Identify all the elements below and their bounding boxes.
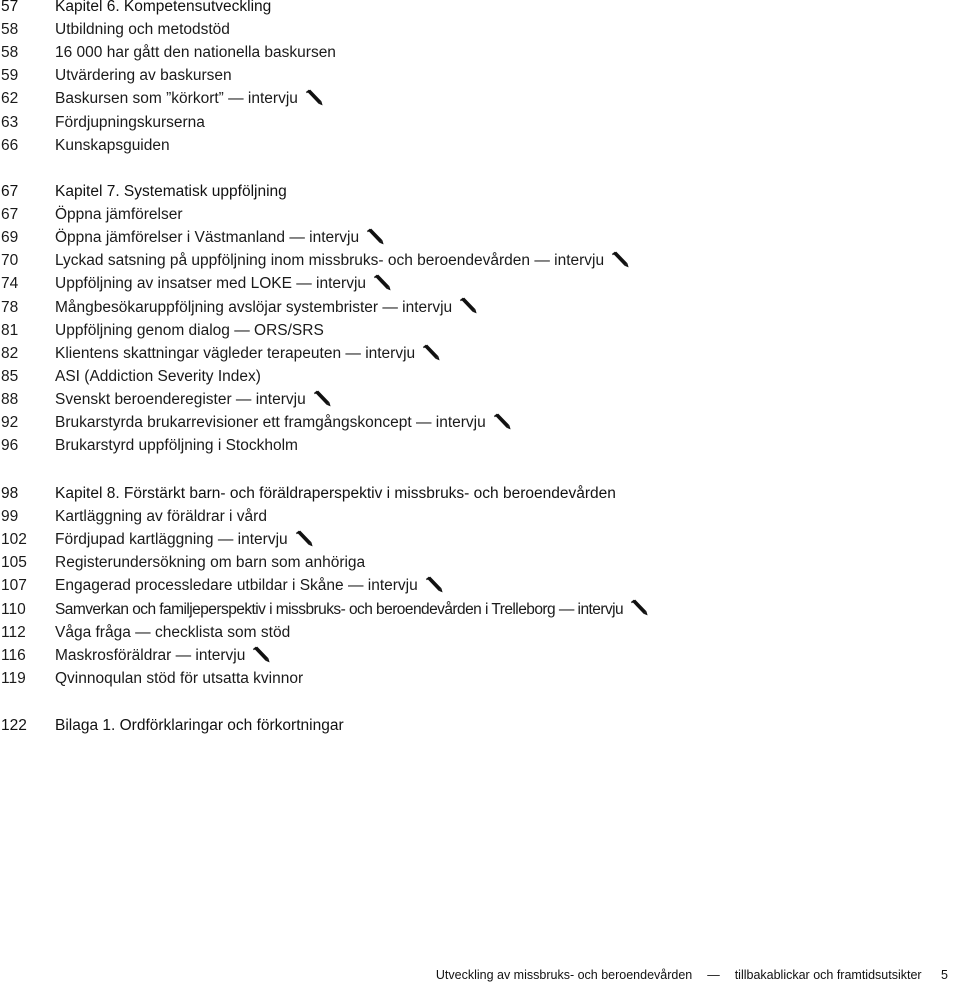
entry-title: Fördjupningskurserna [55,113,205,131]
pen-icon [312,388,332,408]
entry-title: Qvinnoqulan stöd för utsatta kvinnor [55,669,304,687]
page-number: 59 [1,67,19,85]
pen-icon [458,295,478,315]
page-number: 57 [1,0,19,15]
page-number: 66 [1,136,19,154]
page-number: 69 [1,229,19,247]
footer-title: Utveckling av missbruks- och beroendevården [435,968,693,982]
entry-title: ASI (Addiction Severity Index) [55,367,261,385]
entry-title: Utvärdering av baskursen [55,67,232,85]
page-footer [436,966,948,984]
page-number: 67 [1,183,19,200]
pen-icon [372,272,392,292]
page-number: 63 [1,113,19,131]
page-number: 81 [1,321,19,339]
entry-title: Engagerad processledare utbildar i Skåne — intervju [55,577,418,595]
entry-title: Svenskt beroenderegister — intervju [55,390,306,408]
page-number: 74 [1,275,19,293]
chapter-title: Kapitel 7. Systematisk uppföljning [55,183,287,200]
page-number: 58 [1,21,19,39]
entry-title: Utbildning och metodstöd [55,21,230,39]
entry-title: Samverkan och familjeperspektiv i missbruks- och beroendevården i Trelleborg — intervju [55,600,624,618]
entry-title: Mångbesökaruppföljning avslöjar systembrister — intervju [55,298,453,316]
page-number: 96 [1,437,19,455]
page-number: 119 [1,669,26,687]
entry-title: Våga fråga — checklista som stöd [55,623,291,641]
pen-icon [294,528,314,548]
page-number: 105 [1,554,27,572]
page-number: 70 [1,252,19,270]
pen-icon [629,597,649,617]
footer-subtitle: tillbakablickar och framtidsutsikter [734,968,922,982]
entry-title: Brukarstyrd uppföljning i Stockholm [55,437,298,455]
entry-title: Klientens skattningar vägleder terapeuten — intervju [55,344,416,362]
entry-title: Registerundersökning om barn som anhöriga [55,554,366,572]
footer-dash: — [707,968,720,982]
page-number: 102 [1,531,27,549]
page-number: 92 [1,414,19,431]
page-number: 58 [1,44,19,62]
page-number: 85 [1,367,19,385]
entry-title: Fördjupad kartläggning — intervju [55,531,288,549]
page-number: 62 [1,90,19,108]
page-number: 67 [1,206,19,224]
pen-icon [251,644,271,664]
entry-title: Öppna jämförelser i Västmanland — intervju [55,229,360,247]
page-number: 110 [1,600,26,618]
page-number: 116 [1,646,26,664]
entry-title: Maskrosföräldrar — intervju [55,646,246,664]
page-number: 78 [1,298,19,316]
page-number: 122 [1,717,27,734]
pen-icon [492,411,512,431]
pen-icon [304,87,324,107]
entry-title: Lyckad satsning på uppföljning inom missbruks- och beroendevården — intervju [55,252,605,270]
entry-title: Kartläggning av föräldrar i vård [55,508,267,526]
entry-title: Kunskapsguiden [55,136,170,154]
chapter-title: Kapitel 6. Kompetensutveckling [55,0,272,15]
page-number: 88 [1,390,19,408]
entry-title: 16 000 har gått den nationella baskursen [55,44,336,62]
entry-title: Öppna jämförelser [55,206,183,224]
page-number: 112 [1,623,26,641]
chapter-title: Kapitel 8. Förstärkt barn- och föräldraperspektiv i missbruks- och beroendevården [55,485,616,502]
pen-icon [610,249,630,269]
entry-title: Uppföljning genom dialog — ORS/SRS [55,321,324,339]
entry-title: Baskursen som ”körkort” — intervju [55,90,298,108]
page-number: 107 [1,577,27,595]
entry-title: Brukarstyrda brukarrevisioner ett framgångskoncept — intervju [55,414,486,431]
page-number: 98 [1,485,19,502]
footer-page-number: 5 [941,968,948,982]
pen-icon [365,226,385,246]
page-number: 99 [1,508,19,526]
pen-icon [424,574,444,594]
page-number: 82 [1,344,19,362]
entry-title: Uppföljning av insatser med LOKE — intervju [55,275,367,293]
pen-icon [421,342,441,362]
chapter-title: Bilaga 1. Ordförklaringar och förkortningar [55,717,344,734]
